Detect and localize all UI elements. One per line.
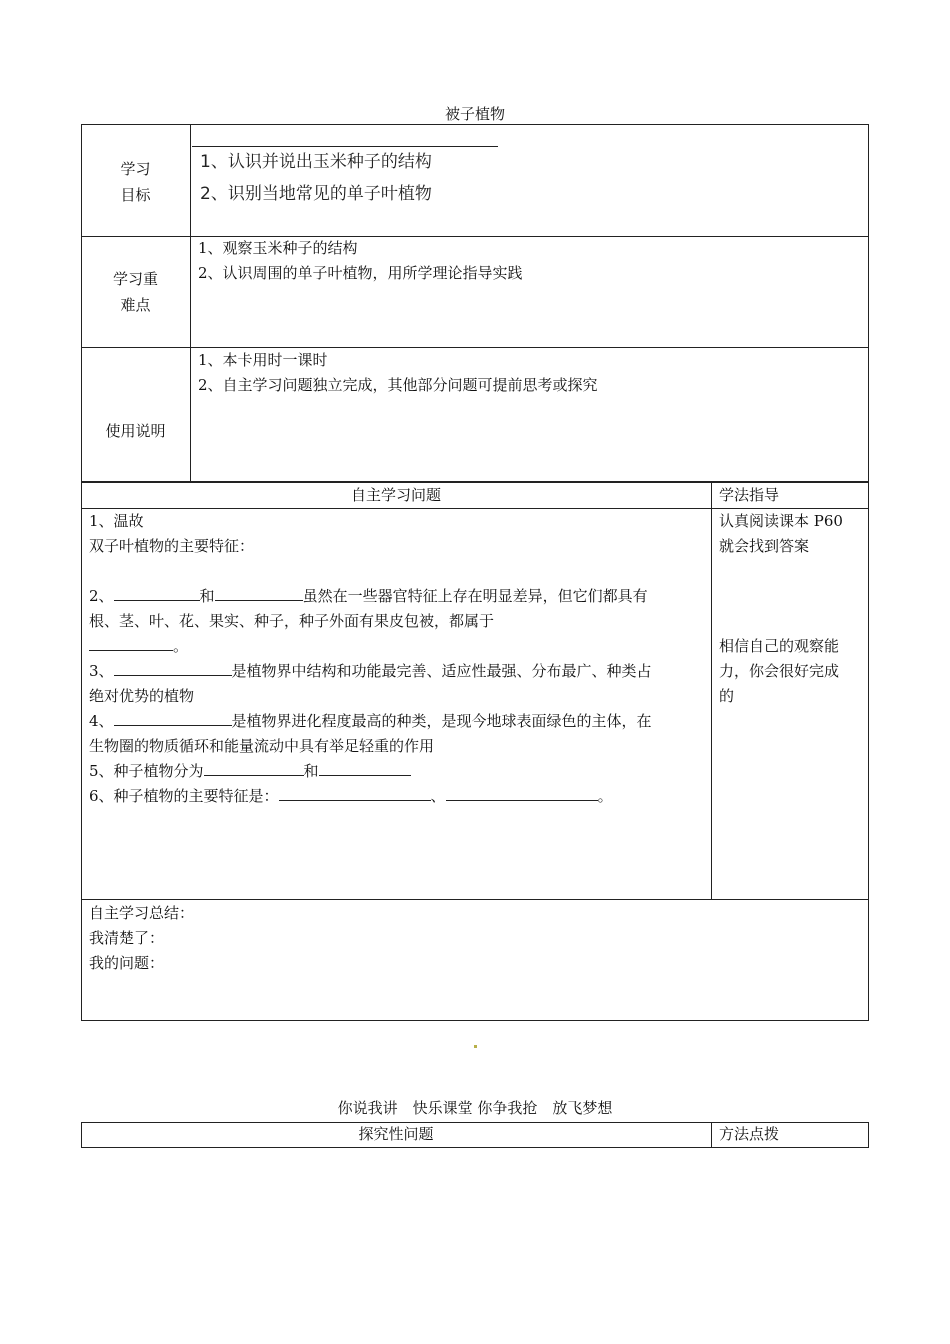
page-title: 被子植物 xyxy=(444,105,505,123)
explore-header: 探究性问题 xyxy=(358,1125,434,1143)
q2-blank-2[interactable] xyxy=(215,584,303,601)
slogan: 你说我讲 快乐课堂 你争我抢 放飞梦想 xyxy=(337,1099,613,1117)
q5-line xyxy=(89,759,411,784)
q5-text: 5、种子植物分为 xyxy=(89,762,204,780)
guide-1a: 认真阅读课本 P60 xyxy=(719,512,843,530)
q2-line1 xyxy=(89,584,648,609)
guide-header: 学法指导 xyxy=(719,486,780,504)
summary-line1: 自主学习总结： xyxy=(89,904,195,922)
q3-line2: 绝对优势的植物 xyxy=(89,687,195,705)
q2-conj: 和 xyxy=(199,587,215,605)
key-points-label-line2: 难点 xyxy=(120,296,151,314)
q1-title: 1、温故 xyxy=(89,512,144,530)
guide-2c: 的 xyxy=(719,687,735,705)
q3-line1 xyxy=(89,659,652,684)
q6-blank-1[interactable] xyxy=(279,784,431,801)
q3-blank[interactable] xyxy=(114,659,232,676)
instruction-1: 1、本卡用时一课时 xyxy=(198,351,328,369)
objectives-label-line1: 学习 xyxy=(120,160,151,178)
q6-line xyxy=(89,784,613,809)
q5-blank-2[interactable] xyxy=(319,759,411,776)
self-study-col-divider xyxy=(711,482,712,899)
key-point-2: 2、认识周围的单子叶植物，用所学理论指导实践 xyxy=(198,264,523,282)
objective-1: 1、认识并说出玉米种子的结构 xyxy=(200,152,432,172)
self-study-header: 自主学习问题 xyxy=(350,486,441,504)
q6-text: 6、种子植物的主要特征是： xyxy=(89,787,279,805)
q2-end: 。 xyxy=(173,637,189,655)
q3-text-1: 是植物界中结构和功能最完善、适应性最强、分布最广、种类占 xyxy=(231,662,652,680)
q4-number: 4、 xyxy=(89,712,114,730)
instructions-label: 使用说明 xyxy=(105,422,166,440)
q2-number: 2、 xyxy=(89,587,114,605)
q1-text: 双子叶植物的主要特征： xyxy=(89,537,255,555)
q4-text-1: 是植物界进化程度最高的种类，是现今地球表面绿色的主体，在 xyxy=(231,712,652,730)
info-table-col-divider xyxy=(190,124,191,482)
summary-line2: 我清楚了： xyxy=(89,929,165,947)
q4-line1 xyxy=(89,709,652,734)
q6-end: 。 xyxy=(597,787,613,805)
explore-col-divider xyxy=(711,1122,712,1148)
guide-1b: 就会找到答案 xyxy=(719,537,810,555)
instruction-2: 2、自主学习问题独立完成，其他部分问题可提前思考或探究 xyxy=(198,376,598,394)
q2-text-1: 虽然在一些器官特征上存在明显差异，但它们都具有 xyxy=(302,587,648,605)
q3-number: 3、 xyxy=(89,662,114,680)
q2-blank-3[interactable] xyxy=(89,634,173,651)
summary-divider xyxy=(81,899,869,900)
q2-blank-1[interactable] xyxy=(114,584,200,601)
key-point-1: 1、观察玉米种子的结构 xyxy=(198,239,358,257)
q4-line2: 生物圈的物质循环和能量流动中具有举足轻重的作用 xyxy=(89,737,435,755)
q6-blank-2[interactable] xyxy=(446,784,598,801)
guide-2a: 相信自己的观察能 xyxy=(719,637,840,655)
q2-line2: 根、茎、叶、花、果实、种子，种子外面有果皮包被，都属于 xyxy=(89,612,495,630)
objectives-label-line2: 目标 xyxy=(120,186,151,204)
guide-2b: 力，你会很好完成 xyxy=(719,662,840,680)
method-header: 方法点拨 xyxy=(719,1125,780,1143)
summary-line3: 我的问题： xyxy=(89,954,165,972)
objectives-label xyxy=(81,156,190,208)
objective-2: 2、识别当地常见的单子叶植物 xyxy=(200,184,432,204)
q4-blank[interactable] xyxy=(114,709,232,726)
q2-line3 xyxy=(89,634,188,659)
key-points-label xyxy=(81,266,190,318)
key-points-label-line1: 学习重 xyxy=(112,270,158,288)
decorative-dot xyxy=(474,1045,477,1048)
q6-sep: 、 xyxy=(430,787,446,805)
q5-conj: 和 xyxy=(303,762,319,780)
q5-blank-1[interactable] xyxy=(204,759,304,776)
